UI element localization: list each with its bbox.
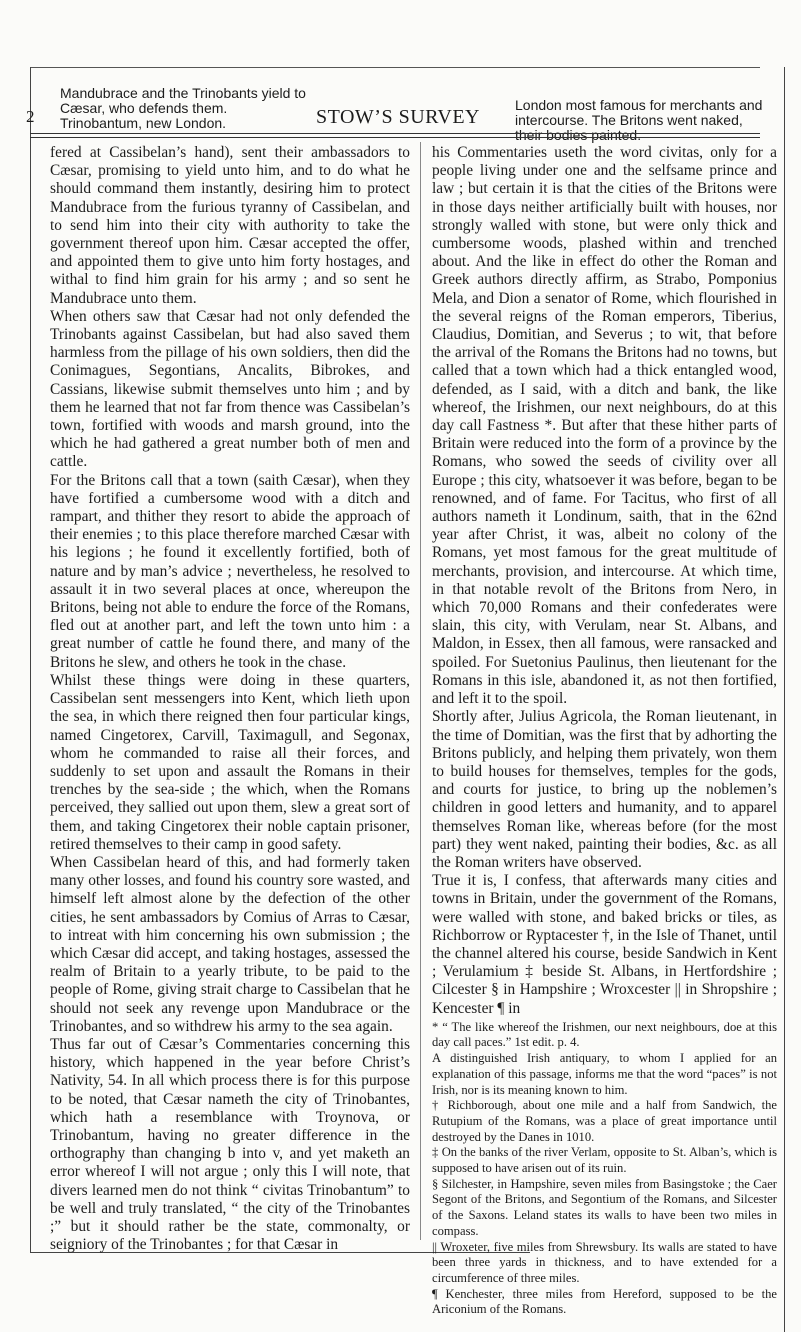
footnote: A distinguished Irish antiquary, to whom I applied for an explanation of this passage, informs me that the word “paces” is not Irish, nor is its meaning known to him. [432,1051,777,1097]
left-margin-note: Mandubrace and the Trinobants yield to Cæsar, who defends them. Trinobantum, new London. [60,85,306,131]
paragraph: When Cassibelan heard of this, and had formerly taken many other losses, and found his country sore wasted, and himself left almost alone by the defection of the other cities, he sent ambassadors by Comius of Arras to Cæsar, to intreat with him concerning his own submission ; the which Cæsar did accept, and taking hostages, assessed the realm of Britain to a yearly tribute, to be paid to the people of Rome, giving strait charge to Cassibelan that he should not seek any revenge upon Mandubrace or the Trinobantes, and so withdrew his army to the sea again. [50,853,410,1035]
paragraph: True it is, I confess, that afterwards many cities and towns in Britain, under the government of the Romans, were walled with stone, and baked bricks or tiles, as Richborrow or Ryptacester †, in the Isle of Thanet, until the channel altered his course, beside Sandwich in Kent ; Verulamium ‡ beside St. Albans, in Hertfordshire ; Cilcester § in Hampshire ; Wroxcester || in Shropshire ; Kencester ¶ in [432,872,777,1017]
left-column [50,144,410,1254]
footnote: * “ The like whereof the Irishmen, our next neighbours, doe at this day call paces.” 1st edit. p. 4. [432,1019,777,1050]
paragraph: When others saw that Cæsar had not only defended the Trinobants against Cassibelan, but had also saved them harmless from the pillage of his own soldiers, then did the Conimagues, Segontians, Ancalits, Bibrokes, and Cassians, likewise submit themselves unto him ; and by them he learned that not far from thence was Cassibelan’s town, fortified with woods and marsh ground, into the which he had gathered a great number both of men and cattle. [50,307,410,471]
header-rule [30,133,760,138]
paragraph: For the Britons call that a town (saith Cæsar), when they have fortified a cumbersome wood with a ditch and rampart, and thither they resort to abide the approach of their enemies ; to this place therefore marched Cæsar with his legions ; he found it excellently fortified, both of nature and by man’s advice ; nevertheless, he resolved to assault it in two several places at once, whereupon the Britons, being not able to endure the force of the Romans, fled out at another part, and left the town unto him : a great number of cattle he found there, and many of the Britons he slew, and others he took in the chase. [50,471,410,671]
running-title: STOW’S SURVEY [316,106,480,128]
page-header [20,70,765,143]
footnote: ‡ On the banks of the river Verlam, opposite to St. Alban’s, which is supposed to have arisen out of its ruin. [432,1145,777,1176]
paragraph: Thus far out of Cæsar’s Commentaries concerning this history, which happened in the year before Christ’s Nativity, 54. In all which process there is for this purpose to be noted, that Cæsar nameth the city of Trinobantes, which hath a resemblance with Troynova, or Trinobantum, having no greater difference in the orthography than changing b into v, and yet maketh an error whereof I will not argue ; only this I will note, that divers learned men do not think “ civitas Trinobantum” to be well and truly translated, “ the city of the Trinobantes ;” but it should rather be the state, commonalty, or seigniory of the Trinobantes ; for that Cæsar in [50,1035,410,1254]
right-column [432,144,777,1318]
column-divider [420,142,421,1240]
footnote: ¶ Kenchester, three miles from Hereford, supposed to be the Ariconium of the Romans. [432,1286,777,1317]
footnote: § Silchester, in Hampshire, seven miles from Basingstoke ; the Caer Segont of the Britons, and Segontium of the Romans, and Silcester of the Saxons. Leland states its walls to have been two miles in compass. [432,1176,777,1238]
page-number: 2 [26,107,35,126]
paragraph: fered at Cassibelan’s hand), sent their ambassadors to Cæsar, promising to yield unto him, and to do what he should command them instantly, desiring him to protect Mandubrace from the furious tyranny of Cassibelan, and to send him into their city with authority to take the government thereof upon him. Cæsar accepted the offer, and appointed them to give unto him forty hostages, and withal to find him grain for his army ; and so sent he Mandubrace unto them. [50,144,410,307]
paragraph: Whilst these things were doing in these quarters, Cassibelan sent messengers into Kent, which lieth upon the sea, in which there reigned then four particular kings, named Cingetorex, Carvill, Taximagull, and Segonax, whom he commanded to raise all their forces, and suddenly to set upon and assault the Romans in their trenches by the sea-side ; the which, when the Romans perceived, they sallied out upon them, slew a great sort of them, and taking Cingetorex their noble captain prisoner, retired themselves to their camp in good safety. [50,671,410,853]
footnotes [432,1020,777,1318]
page-frame-right [784,67,785,1332]
top-rule [30,67,760,68]
paragraph: Shortly after, Julius Agricola, the Roman lieutenant, in the time of Domitian, was the first that by adhorting the Britons publicly, and helping them privately, won them to build houses for themselves, temples for the gods, and courts for justice, to bring up the noblemen’s children in good letters and humanity, and to apparel themselves Roman like, whereas before (for the most part) they went naked, painting their bodies, &c. as all the Roman writers have observed. [432,708,777,871]
right-margin-note: London most famous for merchants and intercourse. The Britons went naked, their bodies painted. [515,97,763,143]
footnote: † Richborough, about one mile and a half from Sandwich, the Rutupium of the Romans, was a place of great importance until destroyed by the Danes in 1010. [432,1098,777,1144]
page-frame-left [30,67,31,1252]
paragraph: his Commentaries useth the word civitas, only for a people living under one and the selfsame prince and law ; but certain it is that the cities of the Britons were in those days neither artificially built with houses, nor strongly walled with stone, but were only thick and cumbersome woods, plashed within and trenched about. And the like in effect do other the Roman and Greek authors directly affirm, as Strabo, Pomponius Mela, and Dion a senator of Rome, which flourished in the several reigns of the Roman emperors, Tiberius, Claudius, Domitian, and Severus ; to wit, that before the arrival of the Romans the Britons had no towns, but called that a town which had a thick entangled wood, defended, as I said, with a ditch and bank, the like whereof, the Irishmen, our next neighbours, do at this day call Fastness *. But after that these hither parts of Britain were reduced into the form of a province by the Romans, who sowed the seeds of civility over all Europe ; this city, whatsoever it was before, began to be renowned, and of fame. For Tacitus, who first of all authors nameth it Londinum, saith, that in the 62nd year after Christ, it was, albeit no colony of the Romans, yet most famous for the great multitude of merchants, provision, and intercourse. At which time, in that notable revolt of the Britons from Nero, in which 70,000 Romans and their confederates were slain, this city, with Verulam, near St. Albans, and Maldon, in Essex, then all famous, were ransacked and spoiled. For Suetonius Paulinus, then lieutenant for the Romans in this isle, abandoned it, as not then fortified, and left it to the spoil. [432,144,777,708]
footnote: || Wroxeter, five miles from Shrewsbury. Its walls are stated to have been three yards in thickness, and to have extended for a circumference of three miles. [432,1239,777,1285]
